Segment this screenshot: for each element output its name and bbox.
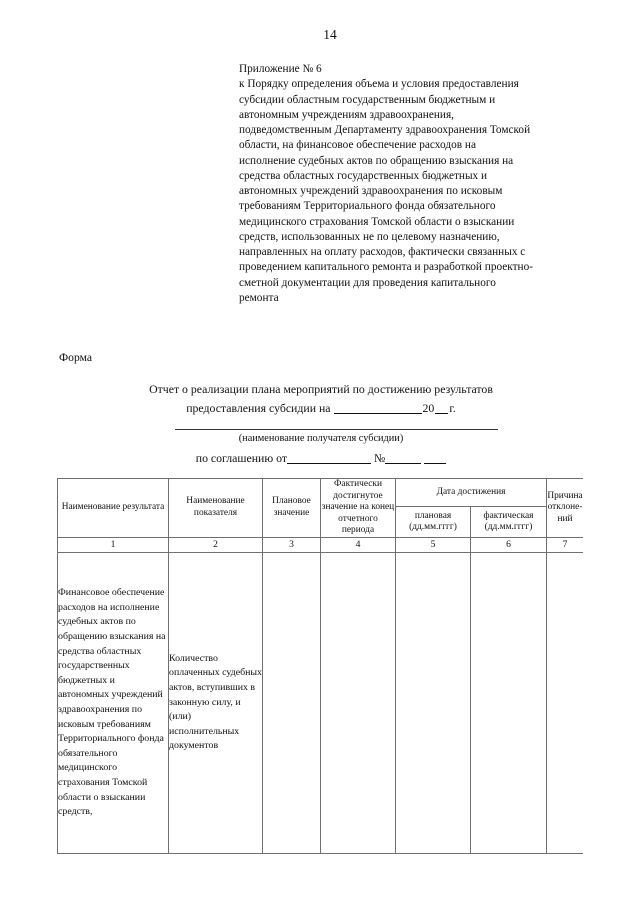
- report-table-body: [58, 552, 584, 853]
- document-title-line1: Отчет о реализации плана мероприятий по достижению результатов: [149, 382, 493, 396]
- reference-line: исполнение судебных актов по обращению взыскания на: [239, 154, 514, 167]
- report-table-wrapper: [57, 478, 583, 872]
- header-date-planned-line2: (дд.мм.гггг): [409, 522, 457, 533]
- column-number-1: 1: [58, 537, 169, 552]
- reference-line: проведением капитального ремонта и разработкой проектно-: [239, 261, 534, 274]
- table-header-row-main: [58, 479, 584, 507]
- reference-line: медицинского страхования Томской области о взыскании: [239, 215, 515, 228]
- header-date-actual: [471, 507, 547, 538]
- cell-date-planned[interactable]: [396, 552, 471, 853]
- document-title-line2-prefix: предоставления субсидии на: [186, 401, 331, 415]
- reference-line: субсидии областным государственным бюджетным и: [239, 93, 496, 106]
- header-date-planned: [396, 507, 471, 538]
- table-row: [58, 552, 584, 853]
- year-blank-field[interactable]: [435, 413, 448, 414]
- cell-planned-value[interactable]: [263, 552, 321, 853]
- agreement-prefix: по соглашению от: [195, 451, 288, 465]
- agreement-number-field-extra[interactable]: [424, 463, 446, 464]
- header-date-actual-line2: (дд.мм.гггг): [484, 522, 533, 533]
- column-number-4: 4: [321, 537, 396, 552]
- document-title-year: 20: [422, 401, 435, 415]
- reference-line: требованиям Территориального фонда обязательного: [239, 200, 496, 213]
- reference-line: сметной документации для проведения капитального: [239, 276, 496, 289]
- column-number-5: 5: [396, 537, 471, 552]
- header-indicator-name: Наименование показателя: [169, 479, 263, 538]
- reference-line: средств, использованных не по целевому назначению,: [239, 230, 500, 243]
- reference-line: к Порядку определения объема и условия предоставления: [239, 78, 519, 91]
- column-number-3: 3: [263, 537, 321, 552]
- agreement-number-field[interactable]: [385, 463, 421, 464]
- cell-actual-value[interactable]: [321, 552, 396, 853]
- reference-line: области, на финансовое обеспечение расходов на: [239, 139, 476, 152]
- table-column-number-row: [58, 537, 584, 552]
- cell-result-name[interactable]: Финансовое обеспечение расходов на исполнение судебных актов по обращению взыскания на средства областных государственных бюджетных и автономных учреждений здравоохранения по исковым требованиям Территориального фонда обязательного медицинского страхования Томской области о взыскании средств,: [58, 552, 169, 853]
- form-label: Форма: [59, 351, 92, 364]
- reference-line: Приложение № 6: [239, 63, 322, 75]
- header-deviation-reason: Причина отклоне-ний: [547, 479, 583, 538]
- recipient-name-rule: [175, 429, 498, 430]
- header-achievement-date-group: Дата достижения: [396, 479, 547, 507]
- agreement-date-field[interactable]: [287, 463, 371, 464]
- document-title-line2: [57, 399, 585, 418]
- cell-deviation-reason[interactable]: [547, 552, 583, 853]
- cell-indicator-name[interactable]: Количество оплаченных судебных актов, вступивших в законную силу, и (или) исполнительных документов: [169, 552, 263, 853]
- page-number: 14: [323, 27, 337, 42]
- document-title: [57, 380, 585, 418]
- column-number-2: 2: [169, 537, 263, 552]
- reference-line: автономных учреждений здравоохранения по исковым: [239, 185, 503, 197]
- header-date-actual-line1: фактическая: [483, 510, 534, 521]
- document-title-suffix: г.: [449, 401, 456, 415]
- column-number-7: 7: [547, 537, 583, 552]
- agreement-line: [57, 450, 585, 466]
- reference-line: автономным учреждениям здравоохранения,: [239, 108, 454, 121]
- header-planned-value: Плановое значение: [263, 479, 321, 538]
- appendix-reference-block: [239, 62, 571, 306]
- header-actual-value: Фактически достигнутое значение на конец отчетного периода: [321, 479, 396, 538]
- reference-line: средства областных государственных бюджетных и: [239, 169, 488, 182]
- reference-line: ремонта: [239, 291, 279, 304]
- period-blank-field[interactable]: [334, 413, 422, 414]
- report-table-head: [58, 479, 584, 553]
- recipient-caption: (наименование получателя субсидии): [238, 433, 404, 444]
- column-number-6: 6: [471, 537, 547, 552]
- reference-line: подведомственным Департаменту здравоохранения Томской: [239, 124, 531, 136]
- report-table: [57, 478, 583, 854]
- agreement-number-sign: №: [373, 451, 386, 465]
- reference-line: направленных на оплату расходов, фактически связанных с: [239, 246, 526, 258]
- header-date-planned-line1: плановая: [414, 510, 452, 521]
- cell-date-actual[interactable]: [471, 552, 547, 853]
- header-result-name: Наименование результата: [58, 479, 169, 538]
